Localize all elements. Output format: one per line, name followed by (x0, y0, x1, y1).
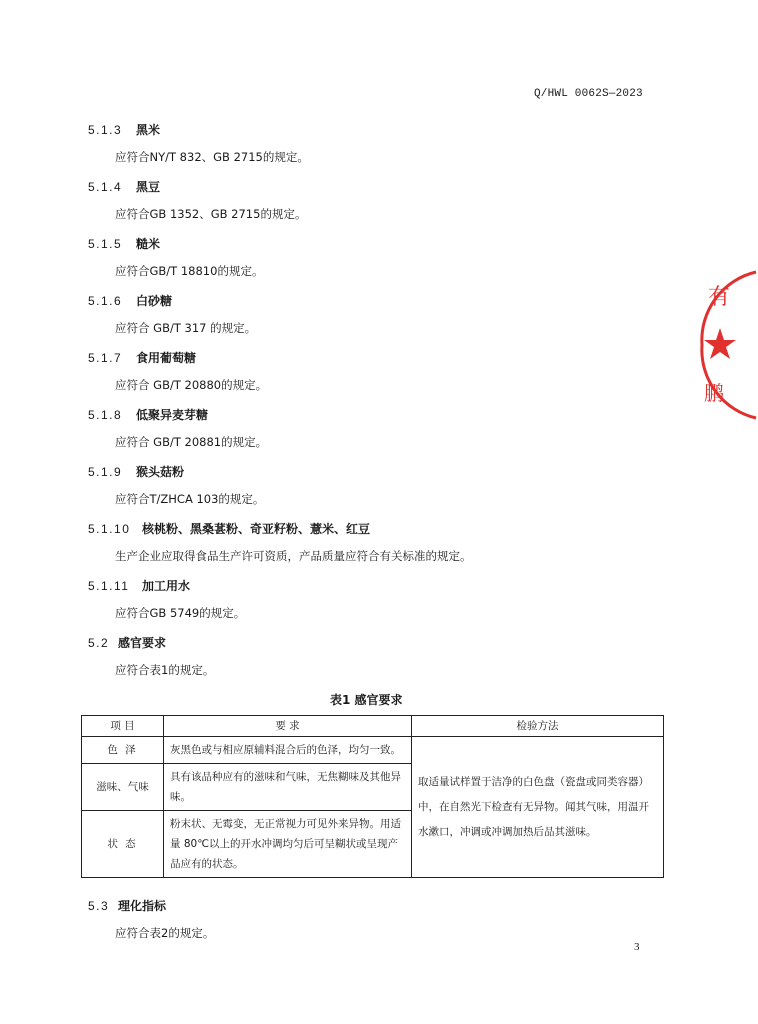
item-cell: 状 态 (82, 811, 164, 878)
header-item: 项 目 (82, 716, 164, 737)
section-heading: 5.1.8 低聚异麦芽糖 (88, 408, 209, 422)
item-cell: 色 泽 (82, 737, 164, 764)
requirement-cell: 灰黑色或与相应原辅料混合后的色泽，均匀一致。 (164, 737, 412, 764)
section-heading: 5.1.7 食用葡萄糖 (88, 351, 197, 365)
company-seal-stamp (698, 270, 758, 420)
document-code: Q/HWL 0062S—2023 (534, 88, 643, 100)
table-header-row (82, 716, 664, 737)
item-cell: 滋味、气味 (82, 764, 164, 811)
section-heading: 5.1.9 猴头菇粉 (88, 465, 185, 479)
section-text: 应符合GB/T 18810的规定。 (115, 264, 264, 278)
section-text: 应符合T/ZHCA 103的规定。 (115, 492, 265, 506)
table-row (82, 737, 664, 764)
section-text: 应符合NY/T 832、GB 2715的规定。 (115, 150, 309, 164)
section-text: 应符合 GB/T 20880的规定。 (115, 378, 268, 392)
section-heading: 5.1.6 白砂糖 (88, 294, 173, 308)
requirement-cell: 粉末状、无霉变，无正常视力可见外来异物。用适量 80℃以上的开水冲调均匀后可呈糊状或呈现产品应有的状态。 (164, 811, 412, 878)
page-number: 3 (634, 941, 640, 953)
section-text: 应符合 GB/T 20881的规定。 (115, 435, 268, 449)
section-heading: 5.1.11 加工用水 (88, 579, 191, 593)
section-heading: 5.1.3 黑米 (88, 123, 161, 137)
section-text: 生产企业应取得食品生产许可资质，产品质量应符合有关标准的规定。 (115, 549, 472, 563)
section-text: 应符合 GB/T 317 的规定。 (115, 321, 257, 335)
section-heading: 5.2 感官要求 (88, 636, 167, 650)
requirement-cell: 具有该品种应有的滋味和气味，无焦糊味及其他异味。 (164, 764, 412, 811)
header-method: 检验方法 (412, 716, 664, 737)
svg-text:有: 有 (708, 285, 731, 310)
section-heading: 5.1.4 黑豆 (88, 180, 161, 194)
sensory-requirements-table (81, 715, 664, 878)
section-heading: 5.3 理化指标 (88, 899, 167, 913)
section-heading: 5.1.10 核桃粉、黑桑葚粉、奇亚籽粉、薏米、红豆 (88, 522, 371, 536)
section-text: 应符合GB 1352、GB 2715的规定。 (115, 207, 307, 221)
section-text: 应符合GB 5749的规定。 (115, 606, 246, 620)
header-requirement: 要 求 (164, 716, 412, 737)
section-text: 应符合表1的规定。 (115, 663, 215, 677)
svg-text:鹏: 鹏 (704, 381, 724, 405)
section-heading: 5.1.5 糙米 (88, 237, 161, 251)
table-title: 表1 感官要求 (330, 693, 403, 707)
method-cell: 取适量试样置于洁净的白色盘（瓷盘或同类容器）中，在自然光下检查有无异物。闻其气味，用温开水漱口，冲调或冲调加热后品其滋味。 (412, 737, 664, 878)
section-text: 应符合表2的规定。 (115, 926, 215, 940)
